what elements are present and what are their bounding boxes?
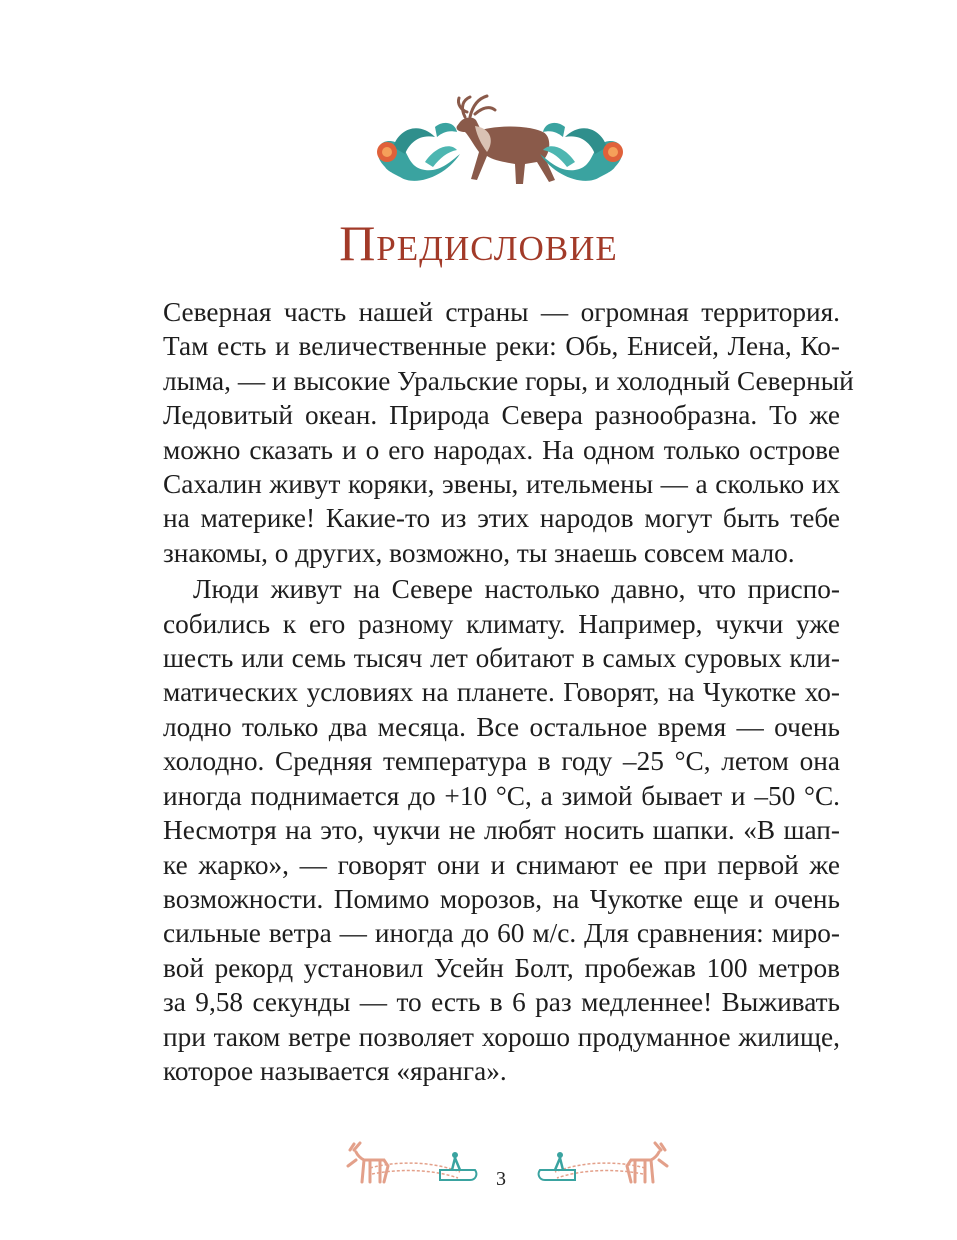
paragraph bbox=[163, 295, 854, 570]
text-line: сильные ветра — иногда до 60 м/с. Для сравнения: миро- bbox=[163, 918, 840, 949]
text-line: холодно. Средняя температура в году –25 °С, летом она bbox=[163, 746, 840, 777]
text-line: шесть или семь тысяч лет обитают в самых суровых кли- bbox=[163, 643, 840, 674]
text-line: собились к его разному климату. Например, чукчи уже bbox=[163, 608, 840, 639]
text-line: на материке! Какие-то из этих народов могут быть тебе bbox=[163, 503, 840, 534]
text-line: можно сказать и о его народах. На одном только острове bbox=[163, 434, 840, 465]
text-line: которое называется «яранга». bbox=[163, 1055, 507, 1086]
text-line: Северная часть нашей страны — огромная территория. bbox=[163, 297, 840, 327]
text-line: вой рекорд установил Усейн Болт, пробежав 100 метров bbox=[163, 952, 840, 983]
text-line: Ледовитый океан. Природа Севера разнообразна. То же bbox=[163, 400, 840, 431]
text-line: Несмотря на это, чукчи не любят носить шапки. «В шап- bbox=[163, 815, 840, 846]
text-line: матических условиях на планете. Говорят, на Чукотке хо- bbox=[163, 677, 840, 708]
reindeer-sled-icon bbox=[340, 1140, 480, 1195]
text-line: Люди живут на Севере настолько давно, что приспо- bbox=[193, 574, 840, 605]
text-line: лодно только два месяца. Все остальное время — очень bbox=[163, 711, 840, 742]
text-line: Там есть и величественные реки: Обь, Енисей, Лена, Ко- bbox=[163, 331, 840, 362]
body-text bbox=[163, 295, 854, 1088]
reindeer-sled-icon bbox=[535, 1140, 675, 1195]
page-number: 3 bbox=[496, 1168, 506, 1190]
text-line: Сахалин живут коряки, эвены, ительмены — а сколько их bbox=[163, 469, 840, 500]
text-line: лыма, — и высокие Уральские горы, и холодный Северный bbox=[163, 365, 854, 396]
text-line: иногда поднимается до +10 °С, а зимой бывает и –50 °С. bbox=[163, 780, 840, 811]
reindeer-icon bbox=[457, 96, 555, 184]
text-line: при таком ветре позволяет хорошо продуманное жилище, bbox=[163, 1021, 840, 1052]
text-line: ке жарко», — говорят они и снимают ее при первой же bbox=[163, 849, 840, 880]
right-floral-scroll bbox=[540, 123, 623, 181]
text-line: знакомы, о других, возможно, ты знаешь совсем мало. bbox=[163, 537, 795, 568]
paragraph bbox=[163, 572, 840, 1088]
page-title: Предисловие bbox=[339, 215, 618, 271]
text-line: за 9,58 секунды — то есть в 6 раз медленнее! Выживать bbox=[163, 987, 840, 1018]
reindeer-with-floral-ornament-icon bbox=[365, 92, 635, 202]
left-floral-scroll bbox=[377, 123, 460, 181]
text-line: возможности. Помимо морозов, на Чукотке еще и очень bbox=[163, 883, 840, 914]
